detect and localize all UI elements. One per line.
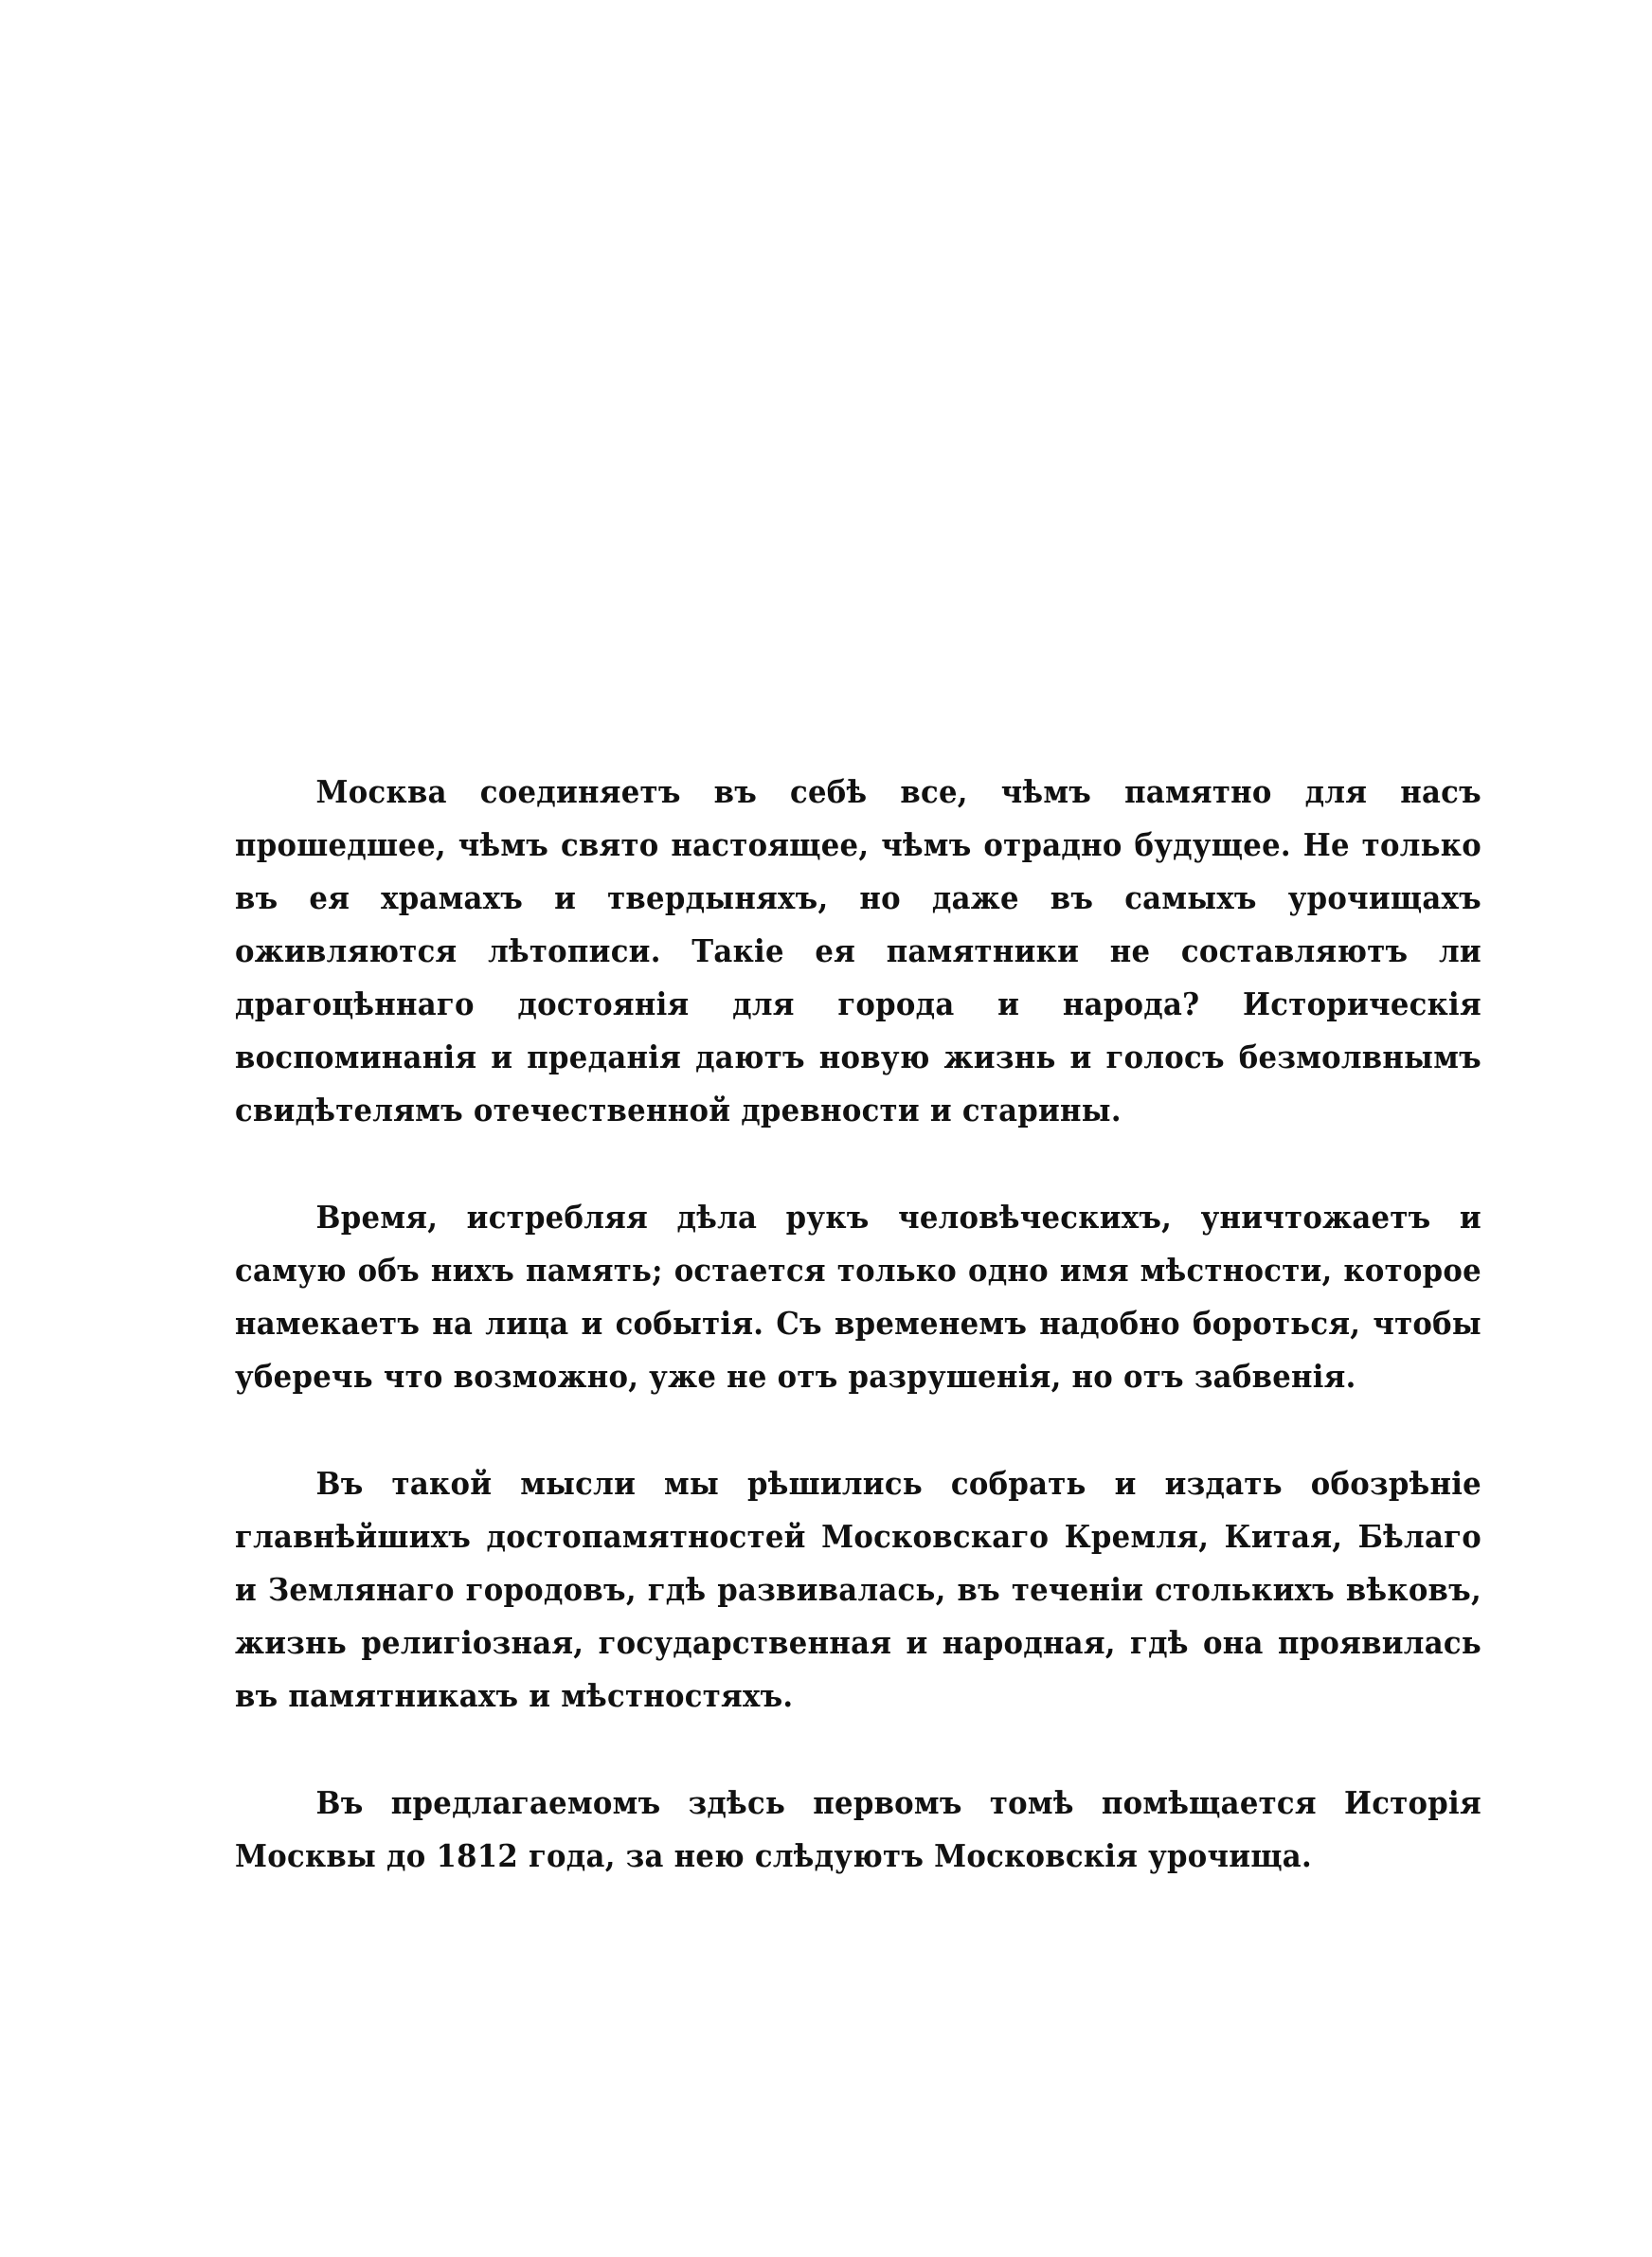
preface-text bbox=[235, 766, 1481, 1937]
paragraph-time-destroys: Время, истребляя дѣла рукъ человѣческихъ, уничтожаетъ и самую объ нихъ память; остается только одно имя мѣстности, которое намекаетъ на лица и событія. Съ временемъ надобно бороться, чтобы уберечь что возможно, уже не отъ разрушенія, но отъ забвенія. bbox=[235, 1199, 1481, 1395]
paragraph-first-volume: Въ предлагаемомъ здѣсь первомъ томѣ помѣщается Исторія Москвы до 1812 года, за нею слѣдуютъ Московскія урочища. bbox=[235, 1784, 1481, 1874]
paragraph-moscow-unites: Москва соединяетъ въ себѣ все, чѣмъ памятно для насъ прошедшее, чѣмъ свято настоящее, чѣмъ отрадно будущее. Не только въ ея храмахъ и твердыняхъ, но даже въ самыхъ урочищахъ оживляются лѣтописи. Такіе ея памятники не составляютъ ли драгоцѣннаго достоянія для города и народа? Историческія воспоминанія и преданія даютъ новую жизнь и голосъ безмолвнымъ свидѣтелямъ отечественной древности и старины. bbox=[235, 773, 1481, 1128]
paragraph-purpose: Въ такой мысли мы рѣшились собрать и издать обозрѣніе главнѣйшихъ достопамятностей Московскаго Кремля, Китая, Бѣлаго и Землянаго городовъ, гдѣ развивалась, въ теченіи столькихъ вѣковъ, жизнь религіозная, государственная и народная, гдѣ она проявилась въ памятникахъ и мѣстностяхъ. bbox=[235, 1465, 1481, 1714]
